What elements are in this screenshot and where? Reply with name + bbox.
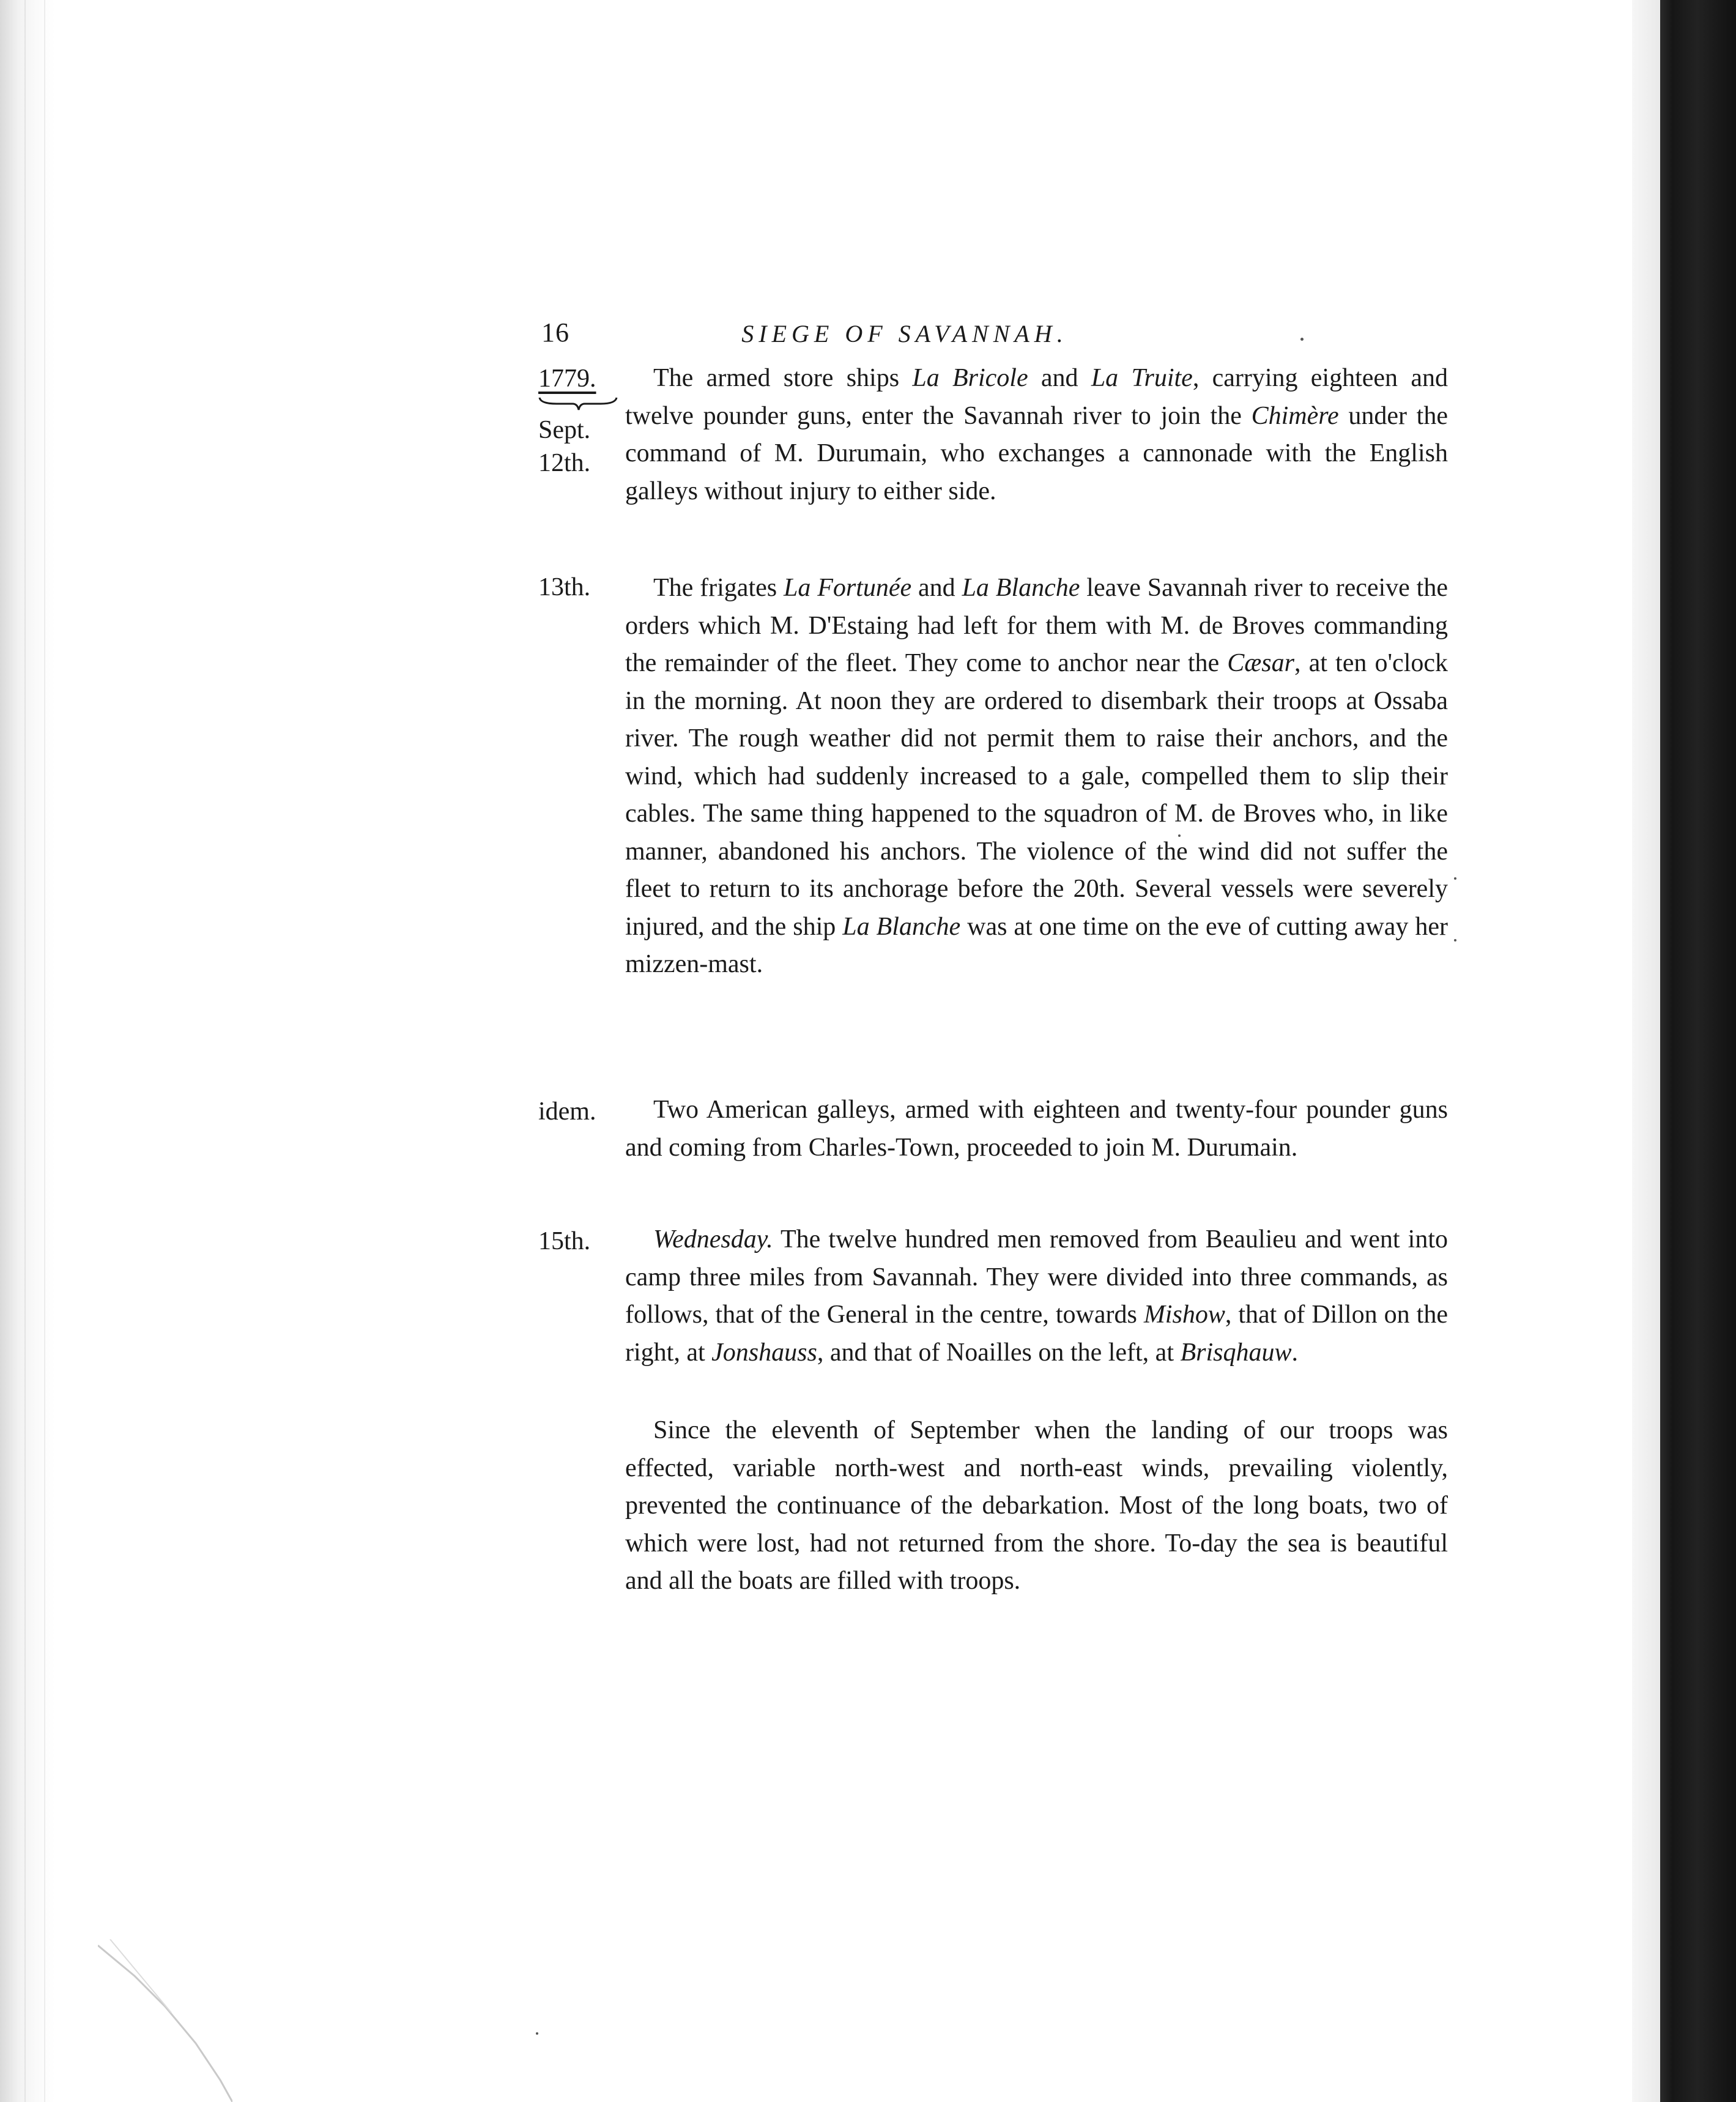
stray-mark (1454, 939, 1456, 941)
page-gutter (1632, 0, 1660, 2102)
text-run: The frigates (653, 574, 784, 602)
text-run: , that of Dillon on the right, at (625, 1301, 1448, 1367)
italic-name: La Bricole (912, 364, 1028, 392)
entry-continuation: Since the eleventh of September when the landing of our troops was effected, variable north-west and north-east winds, prevailing violently, prevented the continuance of the debarkation. Most of the long boats, two of which were lost, had not returned from the shore. To-day the sea is beautiful and all the boats are filled with troops. (625, 1416, 1448, 1595)
text-run: , at ten o'clock in the morning. At noon they are ordered to disembark their troops at Ossaba river. The rough weather did not permit them to raise their anchors, and the wind, which had suddenly increased to a gale, compelled them to slip their cables. The same thing happened to the squadron of M. de Broves who, in like manner, abandoned his anchors. The violence of the wind did not suffer the fleet to return to its anchorage before the 20th. Several vessels were severely injured, and the ship (625, 649, 1448, 941)
italic-name: La Blanche (842, 912, 961, 941)
italic-name: Chimère (1251, 401, 1339, 430)
text-run: . (1291, 1338, 1299, 1367)
text-run: , carrying eighteen and twelve pounder guns, enter the Savannah river to join the (625, 364, 1448, 430)
entry-paragraph (625, 1091, 1448, 1167)
text-run: leave Savannah river to receive the orders which M. D'Estaing had left for them with M. de Broves commanding the remainder of the fleet. They come to anchor near the (625, 574, 1448, 677)
text-run: The twelve hundred men removed from Beaulieu and went into camp three miles from Savannah. They were divided into three commands, as follows, that of the General in the centre, towards (625, 1225, 1448, 1329)
italic-name: Cæsar (1227, 649, 1294, 677)
running-title: SIEGE OF SAVANNAH. (741, 320, 1068, 347)
text-run: and (1028, 364, 1091, 392)
day-label: 12th. (538, 449, 591, 477)
month-label: Sept. (538, 416, 591, 444)
page-left-edge (0, 0, 55, 2102)
corner-fold-mark (98, 1939, 232, 2102)
italic-name: La Fortunée (783, 574, 912, 602)
entry-paragraph (625, 570, 1448, 984)
text-run: and (911, 574, 962, 602)
text-run: was at one time on the eve of cutting away her mizzen-mast. (625, 912, 1448, 978)
page-number: 16 (541, 318, 569, 347)
text-run: Two American galleys, armed with eighteen and twenty-four pounder guns and coming from Charles-Town, proceeded to join M. Durumain. (625, 1096, 1448, 1162)
page-edge-line (44, 0, 45, 2102)
italic-name: Brisqhauw (1180, 1338, 1292, 1367)
entry-paragraph (625, 360, 1448, 510)
text-run: under the command of M. Durumain, who exchanges a cannonade with the English galleys without injury to either side. (625, 401, 1448, 505)
binding-shadow (1660, 0, 1736, 2102)
page-edge-line (24, 0, 26, 2102)
italic-name: Wednesday. (653, 1225, 773, 1253)
brace-icon (538, 395, 618, 411)
stray-mark (536, 2032, 538, 2035)
year-label: 1779. (538, 365, 596, 393)
italic-name: La Truite (1091, 364, 1193, 392)
text-run: The armed store ships (653, 364, 913, 392)
entry-paragraph (625, 1221, 1448, 1372)
stray-mark (1454, 877, 1456, 880)
italic-name: La Blanche (962, 574, 1080, 602)
margin-date-13th: 13th. (538, 573, 591, 601)
italic-name: Jonshauss (711, 1338, 817, 1367)
margin-date-idem: idem. (538, 1097, 596, 1126)
margin-date-15th: 15th. (538, 1227, 591, 1255)
italic-name: Mishow (1143, 1301, 1225, 1329)
margin-date-1779 (538, 362, 630, 480)
text-run: , and that of Noailles on the left, at (817, 1338, 1181, 1367)
